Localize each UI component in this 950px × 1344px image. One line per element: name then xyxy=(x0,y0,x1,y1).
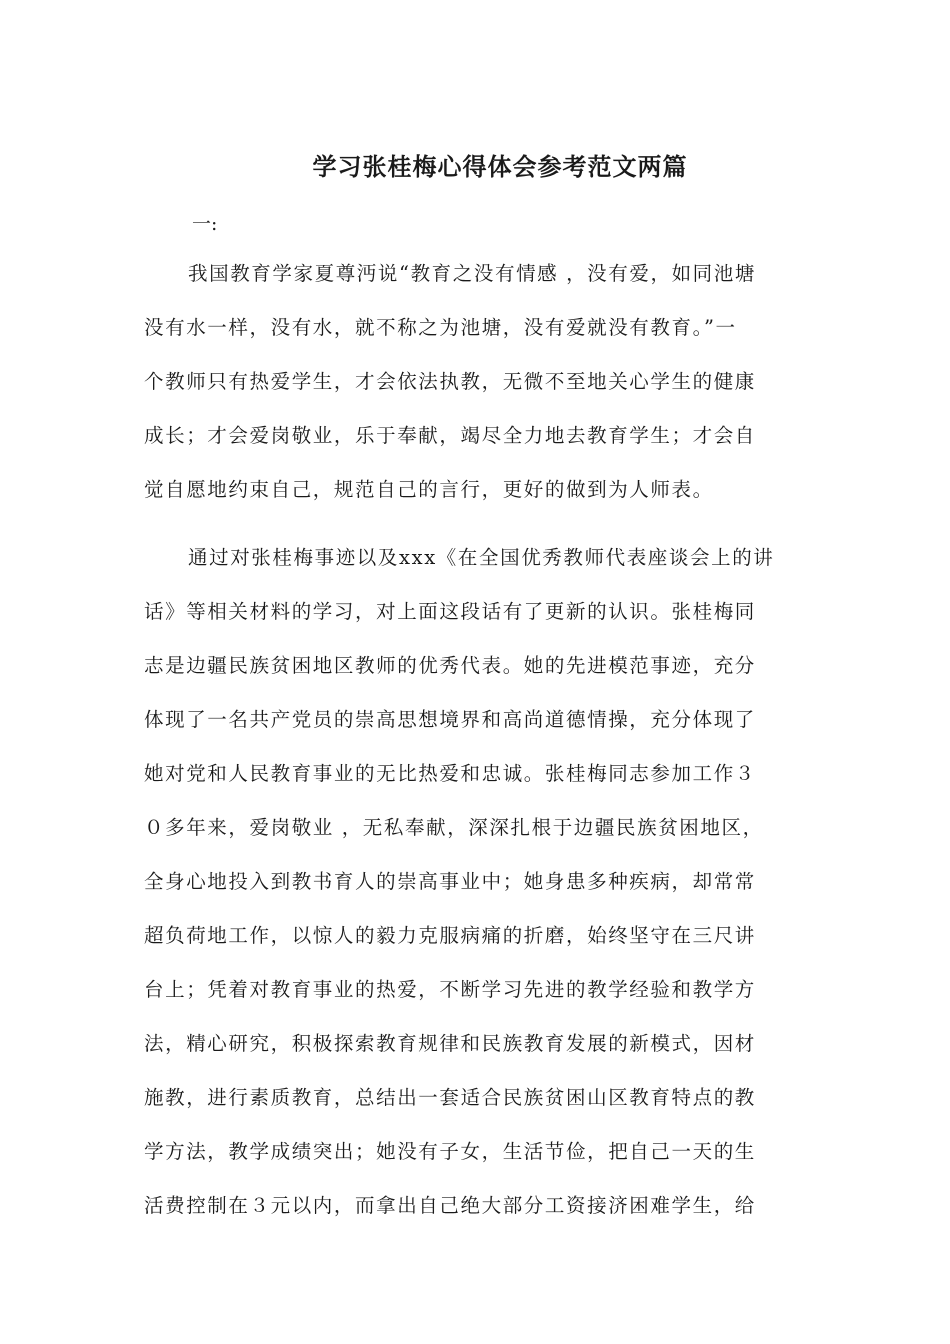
paragraph-line: 我国教育学家夏尊沔说“教育之没有情感 ，没有爱，如同池塘 xyxy=(188,262,756,285)
paragraph-line: 通过对张桂梅事迹以及xxx《在全国优秀教师代表座谈会上的讲 xyxy=(188,546,775,569)
paragraph-line: 没有水一样，没有水，就不称之为池塘，没有爱就没有教育。”一 xyxy=(144,316,737,339)
paragraph-line: 她对党和人民教育事业的无比热爱和忠诚。张桂梅同志参加工作３ xyxy=(144,762,756,785)
paragraph-2 xyxy=(144,531,806,1233)
paragraph-line: 觉自愿地约束自己，规范自己的言行，更好的做到为人师表。 xyxy=(144,478,714,501)
paragraph-line: 志是边疆民族贫困地区教师的优秀代表。她的先进模范事迹，充分 xyxy=(144,654,756,677)
paragraph-line: 施教，进行素质教育，总结出一套适合民族贫困山区教育特点的教 xyxy=(144,1086,756,1109)
paragraph-line: 全身心地投入到教书育人的崇高事业中；她身患多种疾病，却常常 xyxy=(144,870,756,893)
paragraph-line: 活费控制在３元以内，而拿出自己绝大部分工资接济困难学生，给 xyxy=(144,1194,756,1217)
paragraph-line: 超负荷地工作，以惊人的毅力克服病痛的折磨，始终坚守在三尺讲 xyxy=(144,924,756,947)
paragraph-line: 台上；凭着对教育事业的热爱，不断学习先进的教学经验和教学方 xyxy=(144,978,756,1001)
paragraph-line: 成长；才会爱岗敬业，乐于奉献，竭尽全力地去教育学生；才会自 xyxy=(144,424,756,447)
paragraph-line: ０多年来，爱岗敬业 ，无私奉献，深深扎根于边疆民族贫困地区， xyxy=(144,816,764,839)
paragraph-line: 个教师只有热爱学生，才会依法执教，无微不至地关心学生的健康 xyxy=(144,370,756,393)
section-number: 一: xyxy=(192,213,218,235)
paragraph-line: 体现了一名共产党员的崇高思想境界和高尚道德情操，充分体现了 xyxy=(144,708,756,731)
paragraph-line: 话》等相关材料的学习，对上面这段话有了更新的认识。张桂梅同 xyxy=(144,600,756,623)
paragraph-line: 法，精心研究，积极探索教育规律和民族教育发展的新模式，因材 xyxy=(144,1032,756,1055)
document-title: 学习张桂梅心得体会参考范文两篇 xyxy=(312,152,688,181)
paragraph-1 xyxy=(144,247,806,517)
paragraph-line: 学方法，教学成绩突出；她没有子女，生活节俭，把自己一天的生 xyxy=(144,1140,756,1163)
